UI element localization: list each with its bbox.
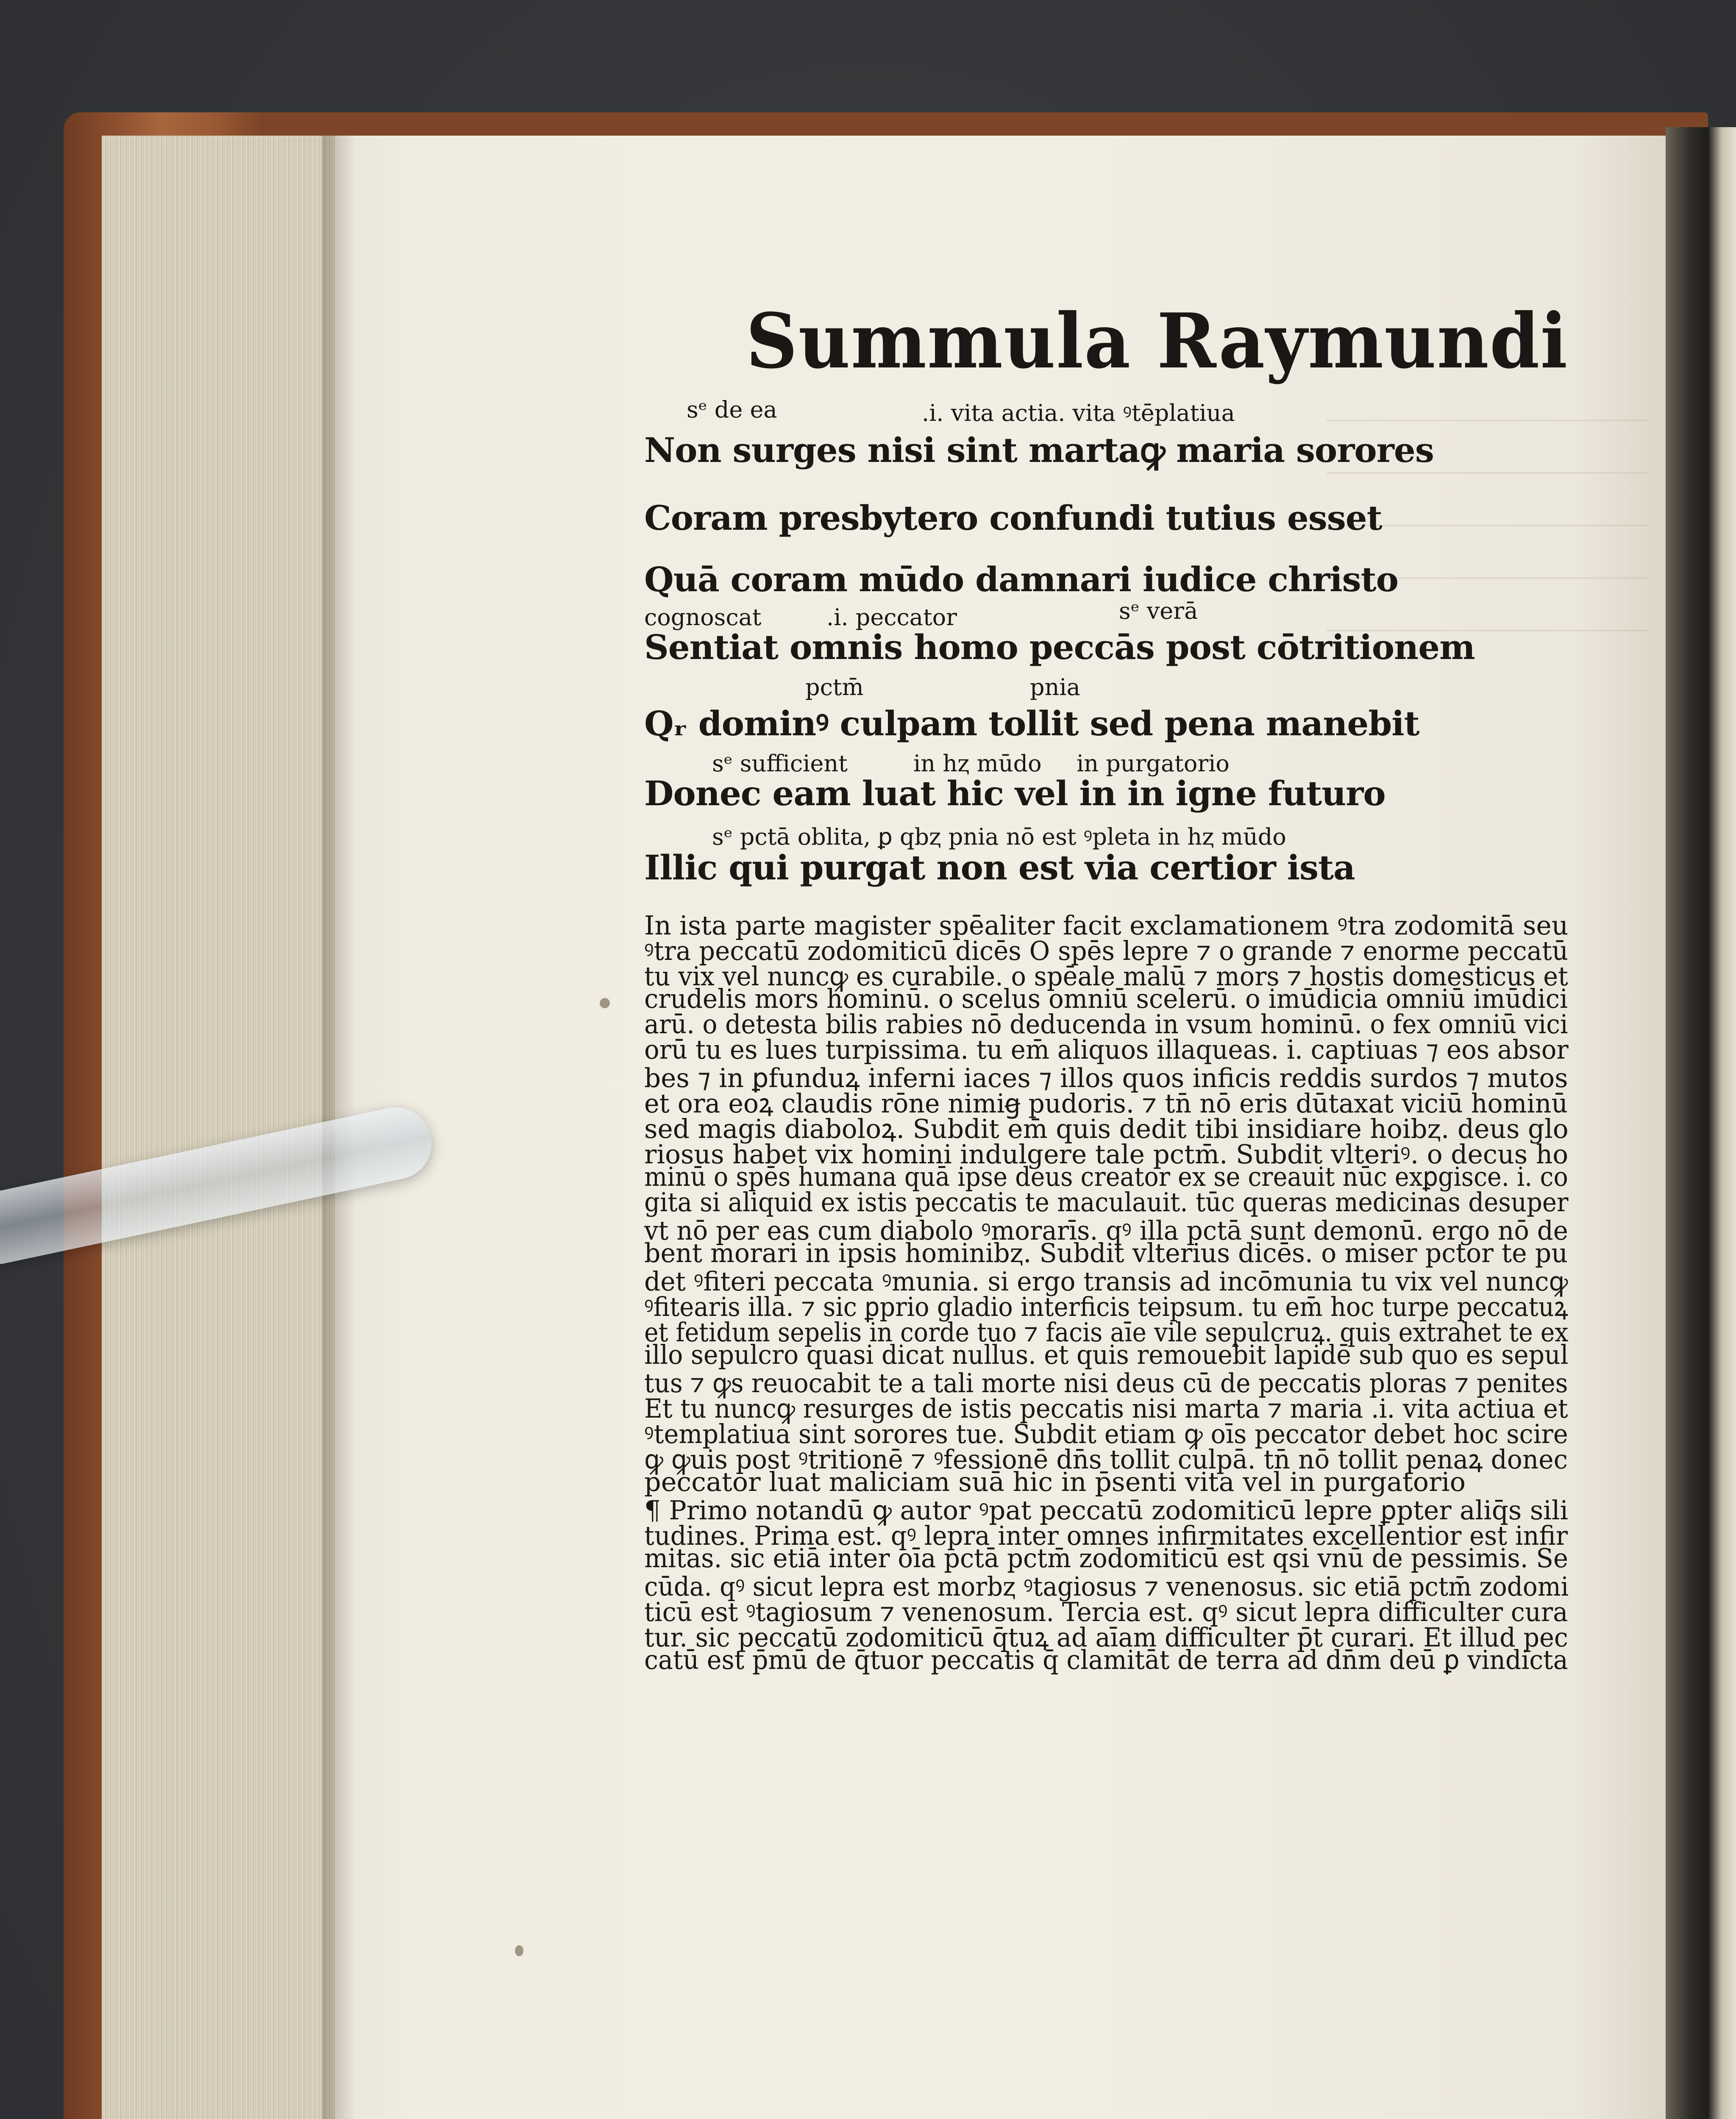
commentary-line: ꝙ ꝙuis post ꝰtritionē ⁊ ꝰfessionē dn̄s tollit culpā. tn̄ nō tollit penaꝝ donec: [644, 1444, 1568, 1475]
commentary-line: gita si aliquid ex istis peccatis te maculauit. tūc queras medicinas desuper: [644, 1187, 1569, 1218]
gloss-line: pctm̄: [805, 674, 864, 701]
commentary-line: Et tu nuncꝙ resurges de istis peccatis nisi marta ⁊ maria .i. vita actiua et: [644, 1393, 1568, 1424]
commentary-line: mitas. sic etiā inter oīa pctā pctm̄ zodomiticū est qsi vnū de pessimis. Se: [644, 1543, 1569, 1574]
gloss-line: .i. peccator: [826, 604, 957, 631]
commentary-line: ꝰtemplatiua sint sorores tue. Subdit etiam ꝙ oīs peccator debet hoc scire: [644, 1418, 1568, 1449]
commentary-line: et ora eoꝝ claudis rōne nimiꞡ pudoris. ⁊ tn̄ nō eris dūtaxat viciū hominū: [644, 1088, 1568, 1119]
verse-line: Donec eam luat hic vel in in igne futuro: [644, 773, 1385, 813]
commentary-line: catū est p̄mū de q̄tuor peccatis q̄ clamitāt de terra ad dn̄m deū ꝑ vindicta: [644, 1644, 1568, 1675]
gloss-line: in hⱬ mūdo: [913, 750, 1042, 777]
commentary-line: In ista parte magister spēaliter facit exclamationem ꝰtra zodomitā seu: [644, 910, 1569, 941]
running-title: Summula Raymundi: [746, 297, 1569, 385]
commentary-line: det ꝰfiteri peccata ꝰmunia. si ergo transis ad incōmunia tu vix vel nuncꝙ: [644, 1266, 1568, 1297]
gloss-line: pnia: [1030, 674, 1080, 701]
gloss-line: cognoscat: [644, 604, 762, 631]
commentary-line: peccator luat maliciam suā hic in p̄senti vita vel in purgatorio: [644, 1466, 1466, 1497]
gloss-line: in purgatorio: [1077, 750, 1230, 777]
verse-line: Quā coram mūdo damnari iudice christo: [644, 559, 1398, 599]
commentary-line: tudines. Prima est. qꝰ lepra inter omnes infirmitates excellentior est infir: [644, 1520, 1568, 1551]
page-stain: [600, 998, 610, 1008]
commentary-line: orū tu es lues turpissima. tu em̄ aliquos illaqueas. i. captiuas ⁊ eos absor: [644, 1034, 1569, 1065]
gloss-line: sᵉ de ea: [687, 396, 777, 423]
commentary-line: tur. sic peccatū zodomiticū q̄tuꝝ ad aīam difficulter p̄t curari. Et illud pec: [644, 1622, 1568, 1653]
verse-line: Qᵣ dominꝰ culpam tollit sed pena manebit: [644, 704, 1419, 743]
gloss-line: sᵉ verā: [1119, 598, 1198, 624]
verse-line: Illic qui purgat non est via certior ista: [644, 848, 1355, 887]
commentary-line: riosus habet vix homini indulgere tale pctm̄. Subdit vlteriꝰ. o decus ho: [644, 1139, 1569, 1170]
commentary-line: minū o spēs humana quā ipse deus creator ex se creauit nūc exꝑgisce. i. co: [644, 1161, 1568, 1192]
gloss-line: sᵉ sufficient: [712, 750, 848, 777]
commentary-line: bes ⁊ in ꝑfunduꝝ inferni iaces ⁊ illos quos inficis reddis surdos ⁊ mutos: [644, 1062, 1568, 1093]
commentary-line: vt nō per eas cum diabolo ꝰmorarīs. qꝰ illa pctā sunt demonū. ergo nō de: [644, 1215, 1568, 1246]
gloss-line: .i. vita actia. vita ꝰtēplatiua: [922, 400, 1235, 426]
commentary-line: crudelis mors hominū. o scelus omniū scelerū. o imūdicia omniū imūdici: [644, 983, 1568, 1014]
commentary-line: ticū est ꝰtagiosum ⁊ venenosum. Tercia est. qꝰ sicut lepra difficulter cura: [644, 1596, 1568, 1627]
verse-line: Coram presbytero confundi tutius esset: [644, 498, 1382, 538]
commentary-line: illo sepulcro quasi dicat nullus. et quis remouebit lapidē sub quo es sepul: [644, 1339, 1569, 1370]
commentary-line: ¶ Primo notandū ꝙ autor ꝰpat peccatū zodomiticū lepre ꝑpter aliq̄s sili: [644, 1495, 1569, 1526]
commentary-line: ꝰtra peccatū zodomiticū dicēs O spēs lepre ⁊ o grande ⁊ enorme peccatū: [644, 935, 1569, 966]
commentary-line: ꝰfitearis illa. ⁊ sic ꝑprio gladio interficis teipsum. tu em̄ hoc turpe peccatuꝝ: [644, 1291, 1568, 1322]
commentary-line: bent morari in ipsis hominibⱬ. Subdit vlterius dicēs. o miser pctor te pu: [644, 1237, 1568, 1268]
commentary-line: et fetidum sepelis in corde tuo ⁊ facis aīe vile sepulcruꝝ. quis extrahet te ex: [644, 1317, 1569, 1348]
commentary-line: tu vix vel nuncꝙ es curabile. o spēale malū ⁊ mors ⁊ hostis domesticus et: [644, 961, 1568, 992]
commentary-line: cūda. qꝰ sicut lepra est morbⱬ ꝰtagiosus ⁊ venenosus. sic etiā pctm̄ zodomi: [644, 1571, 1569, 1602]
commentary-line: arū. o detesta bilis rabies nō deducenda in vsum hominū. o fex omniū vici: [644, 1009, 1568, 1040]
commentary-line: sed magis diaboloꝝ. Subdit em̄ quis dedit tibi insidiare hoibⱬ. deus glo: [644, 1113, 1569, 1144]
book-gutter: [1666, 127, 1736, 2119]
verse-line: Sentiat omnis homo peccās post cōtritionem: [644, 627, 1475, 667]
page-stain: [515, 1945, 523, 1956]
verse-line: Non surges nisi sint martaꝙ maria sorores: [644, 430, 1434, 470]
commentary-line: tus ⁊ ꝙs reuocabit te a tali morte nisi deus cū de peccatis ploras ⁊ penites: [644, 1368, 1568, 1399]
gloss-line: sᵉ pctā oblita, ꝑ qbⱬ pnia nō est ꝰpleta in hⱬ mūdo: [712, 823, 1286, 850]
